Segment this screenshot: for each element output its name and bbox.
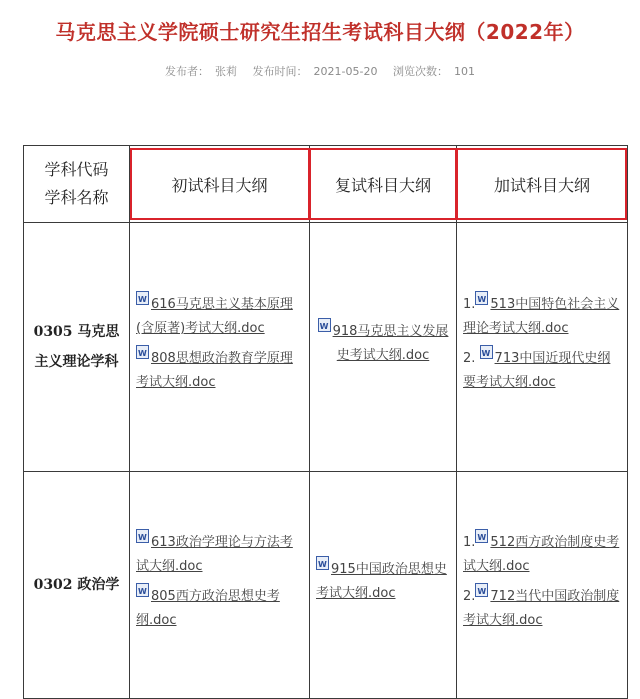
highlight-box [456,148,627,220]
word-doc-icon [480,345,493,359]
highlight-box [309,148,457,220]
doc-link[interactable]: 616马克思主义基本原理(含原著)考试大纲.doc [136,297,293,336]
extra-cell: 1.W 513中国特色社会主义理论考试大纲.doc 2. W713中国近现代史纲要考试大纲.doc [457,223,628,472]
word-doc-icon [475,583,488,597]
word-doc-icon [136,529,149,543]
publisher: 发布者： 张莉 [165,65,238,78]
word-doc-icon [136,291,149,305]
doc-link[interactable]: 713中国近现代史纲要考试大纲.doc [463,351,611,390]
word-doc-icon [136,345,149,359]
word-doc-icon [475,529,488,543]
header-extra-syllabus: 加试科目大纲 [457,146,628,223]
table-header-row [24,146,628,223]
publish-time: 发布时间： 2021-05-20 [252,65,378,78]
doc-link[interactable]: 918马克思主义发展史考试大纲.doc [332,324,449,363]
table-row [24,223,628,472]
doc-link[interactable]: 808思想政治教育学原理考试大纲.doc [136,351,293,390]
word-doc-icon [475,291,488,305]
doc-link[interactable]: 613政治学理论与方法考试大纲.doc [136,535,293,574]
syllabus-table [23,145,628,699]
highlight-box [130,148,310,220]
doc-link[interactable]: 512西方政治制度史考试大纲.doc [463,535,620,574]
word-doc-icon [318,318,331,332]
word-doc-icon [136,583,149,597]
view-count: 浏览次数： 101 [392,65,475,78]
header-retest-syllabus: 复试科目大纲 [310,146,457,223]
retest-cell [310,472,457,699]
word-doc-icon [316,556,329,570]
doc-link[interactable]: 513中国特色社会主义理论考试大纲.doc [463,297,620,336]
retest-cell [310,223,457,472]
initial-cell [130,472,310,699]
subject-cell: 0305 马克思主义理论学科 [24,223,130,472]
corner-header: 学科代码 学科名称 [24,146,130,223]
doc-link[interactable]: 805西方政治思想史考纲.doc [136,589,280,628]
initial-cell [130,223,310,472]
doc-link[interactable]: 712当代中国政治制度考试大纲.doc [463,589,620,628]
page-title: 马克思主义学院硕士研究生招生考试科目大纲（2022年） [55,20,585,44]
table-row [24,472,628,699]
extra-cell: 1.W 512西方政治制度史考试大纲.doc 2.W 712当代中国政治制度考试大纲.doc [457,472,628,699]
header-initial-syllabus: 初试科目大纲 [130,146,310,223]
article-meta [0,63,640,79]
subject-cell: 0302 政治学 [24,472,130,699]
doc-link[interactable]: 915中国政治思想史考试大纲.doc [316,562,447,601]
